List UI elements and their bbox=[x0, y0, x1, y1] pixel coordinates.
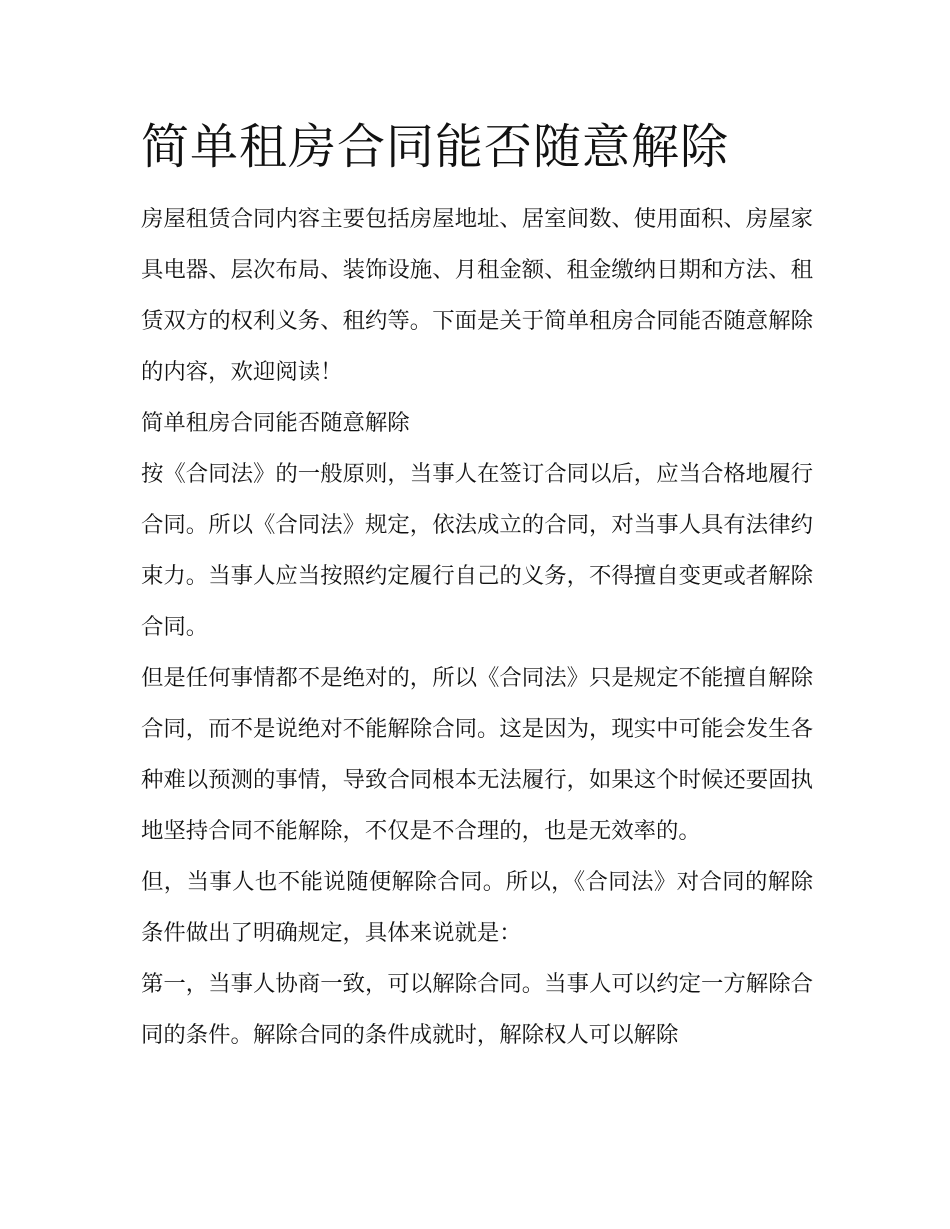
body-paragraph-3: 但，当事人也不能说随便解除合同。所以，《合同法》对合同的解除条件做出了明确规定，具体来说就是： bbox=[141, 869, 813, 946]
intro-paragraph: 房屋租赁合同内容主要包括房屋地址、居室间数、使用面积、房屋家具电器、层次布局、装饰设施、月租金额、租金缴纳日期和方法、租赁双方的权利义务、租约等。下面是关于简单租房合同能否随意解除的内容，欢迎阅读！ bbox=[141, 206, 813, 385]
body-paragraph-4: 第一，当事人协商一致，可以解除合同。当事人可以约定一方解除合同的条件。解除合同的条件成就时，解除权人可以解除 bbox=[141, 971, 813, 1048]
document-title: 简单租房合同能否随意解除 bbox=[141, 119, 730, 175]
body-paragraph-1: 按《合同法》的一般原则，当事人在签订合同以后，应当合格地履行合同。所以《合同法》规定，依法成立的合同，对当事人具有法律约束力。当事人应当按照约定履行自己的义务，不得擅自变更或者解除合同。 bbox=[141, 461, 813, 640]
section-heading: 简单租房合同能否随意解除 bbox=[141, 410, 410, 436]
document-page bbox=[141, 112, 813, 1061]
body-paragraph-2: 但是任何事情都不是绝对的，所以《合同法》只是规定不能擅自解除合同，而不是说绝对不能解除合同。这是因为，现实中可能会发生各种难以预测的事情，导致合同根本无法履行，如果这个时候还要固执地坚持合同不能解除，不仅是不合理的，也是无效率的。 bbox=[141, 665, 813, 844]
